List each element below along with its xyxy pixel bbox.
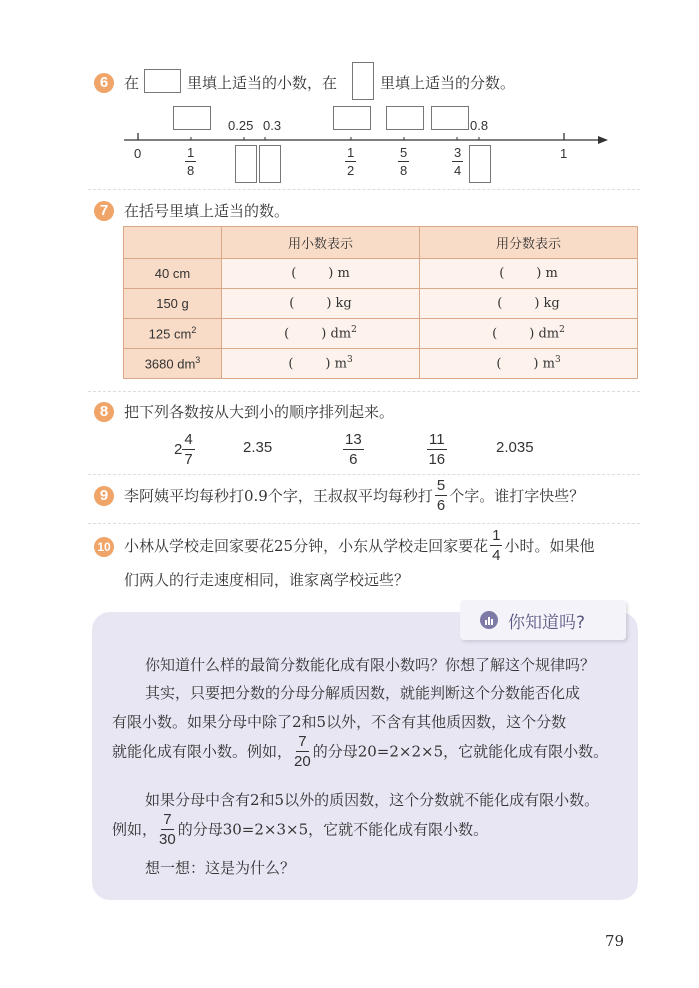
q10-text-line2: 们两人的行走速度相同，谁家离学校远些？: [124, 571, 410, 589]
header-fraction: 用分数表示: [420, 227, 638, 259]
fraction-11-16: $\frac{11}{16}$: [428, 431, 446, 468]
tick-1-2: $\frac{1}{2}$: [347, 145, 355, 178]
question-9-badge: 9: [94, 486, 114, 506]
answer-box-1-2-decimal[interactable]: [333, 106, 371, 130]
info-paragraph-2-line1: 其实，只要把分数的分母分解质因数，就能判断这个分数能否化成: [145, 684, 581, 702]
q6-text-c: 里填上适当的分数。: [380, 74, 516, 92]
q6-legend-decimal-box: [144, 69, 181, 93]
header-empty: [124, 227, 222, 259]
fraction-answer-cell[interactable]: ( ) $dm^2$: [420, 319, 638, 349]
q8-text: 把下列各数按从大到小的顺序排列起来。: [124, 403, 395, 421]
table-row: [124, 349, 638, 379]
tick-0-3: 0.3: [263, 118, 282, 133]
answer-box-0-25-fraction[interactable]: [235, 145, 257, 183]
mixed-number-2-4-7: 2 $\frac{4}{7}$: [174, 431, 193, 468]
conversion-table: [123, 226, 638, 379]
row-label: 125 $cm^2$: [124, 319, 222, 349]
answer-box-1-8-decimal[interactable]: [173, 106, 211, 130]
tick-5-8: $\frac{5}{8}$: [400, 145, 408, 178]
answer-box-0-3-fraction[interactable]: [259, 145, 281, 183]
divider: [88, 523, 640, 524]
question-6-badge: 6: [94, 73, 114, 93]
divider: [88, 474, 640, 475]
did-you-know-title: 你知道吗?: [508, 613, 586, 633]
table-row: [124, 319, 638, 349]
row-label: 3680 $dm^3$: [124, 349, 222, 379]
fraction-13-6: $\frac{13}{6}$: [345, 431, 362, 468]
tick-0-8: 0.8: [470, 118, 489, 133]
fraction-answer-cell[interactable]: ( ) $m^3$: [420, 349, 638, 379]
tick-0: 0: [134, 146, 142, 161]
tick-1-8: $\frac{1}{8}$: [187, 145, 195, 178]
q9-text: 李阿姨平均每秒打0.9个字，王叔叔平均每秒打 $\frac{5}{6}$ 个字。谁打字快些？: [124, 477, 585, 514]
answer-box-0-8-fraction[interactable]: [469, 145, 491, 183]
q6-text-a: 在: [124, 74, 140, 92]
question-8-badge: 8: [94, 402, 114, 422]
page-number: 79: [605, 932, 625, 950]
number-2-035: 2.035: [496, 439, 534, 456]
table-header-row: [124, 227, 638, 259]
bar-chart-icon: [480, 611, 498, 629]
tick-1: 1: [560, 146, 568, 161]
answer-box-5-8-decimal[interactable]: [386, 106, 424, 130]
q6-text-b: 里填上适当的小数，在: [187, 74, 338, 92]
did-you-know-header: [460, 600, 626, 640]
row-label: 150 g: [124, 289, 222, 319]
row-label: 40 cm: [124, 259, 222, 289]
divider: [88, 189, 640, 190]
info-paragraph-2-line2: 有限小数。如果分母中除了2和5以外，不含有其他质因数，这个分数: [112, 713, 567, 731]
table-row: [124, 259, 638, 289]
info-paragraph-3-line2: 例如， $\frac{7}{30}$ 的分母30=2×3×5，它就不能化成有限小数。: [112, 811, 489, 848]
number-2-35: 2.35: [243, 439, 273, 456]
info-paragraph-1: 你知道什么样的最简分数能化成有限小数吗？你想了解这个规律吗？: [145, 656, 596, 674]
tick-3-4: $\frac{3}{4}$: [454, 145, 462, 178]
fraction-answer-cell[interactable]: ( ) m: [420, 259, 638, 289]
tick-0-25: 0.25: [228, 118, 254, 133]
decimal-answer-cell[interactable]: ( ) kg: [222, 289, 420, 319]
q6-legend-fraction-box: [352, 62, 374, 100]
divider: [88, 391, 640, 392]
question-10-badge: 10: [94, 537, 114, 557]
question-7-badge: 7: [94, 201, 114, 221]
answer-box-3-4-decimal[interactable]: [431, 106, 469, 130]
info-paragraph-3-line1: 如果分母中含有2和5以外的质因数，这个分数就不能化成有限小数。: [145, 791, 600, 809]
decimal-answer-cell[interactable]: ( ) $m^3$: [222, 349, 420, 379]
decimal-answer-cell[interactable]: ( ) $dm^2$: [222, 319, 420, 349]
q10-text-line1: 小林从学校走回家要花25分钟，小东从学校走回家要花 $\frac{1}{4}$ 小时。如果他: [124, 527, 595, 564]
info-paragraph-4: 想一想：这是为什么？: [145, 859, 296, 877]
info-paragraph-2-line3: 就能化成有限小数。例如， $\frac{7}{20}$ 的分母20=2×2×5，它就能化成有限小数。: [112, 733, 609, 770]
header-decimal: 用小数表示: [222, 227, 420, 259]
q7-text: 在括号里填上适当的数。: [124, 202, 290, 220]
fraction-answer-cell[interactable]: ( ) kg: [420, 289, 638, 319]
decimal-answer-cell[interactable]: ( ) m: [222, 259, 420, 289]
table-row: [124, 289, 638, 319]
